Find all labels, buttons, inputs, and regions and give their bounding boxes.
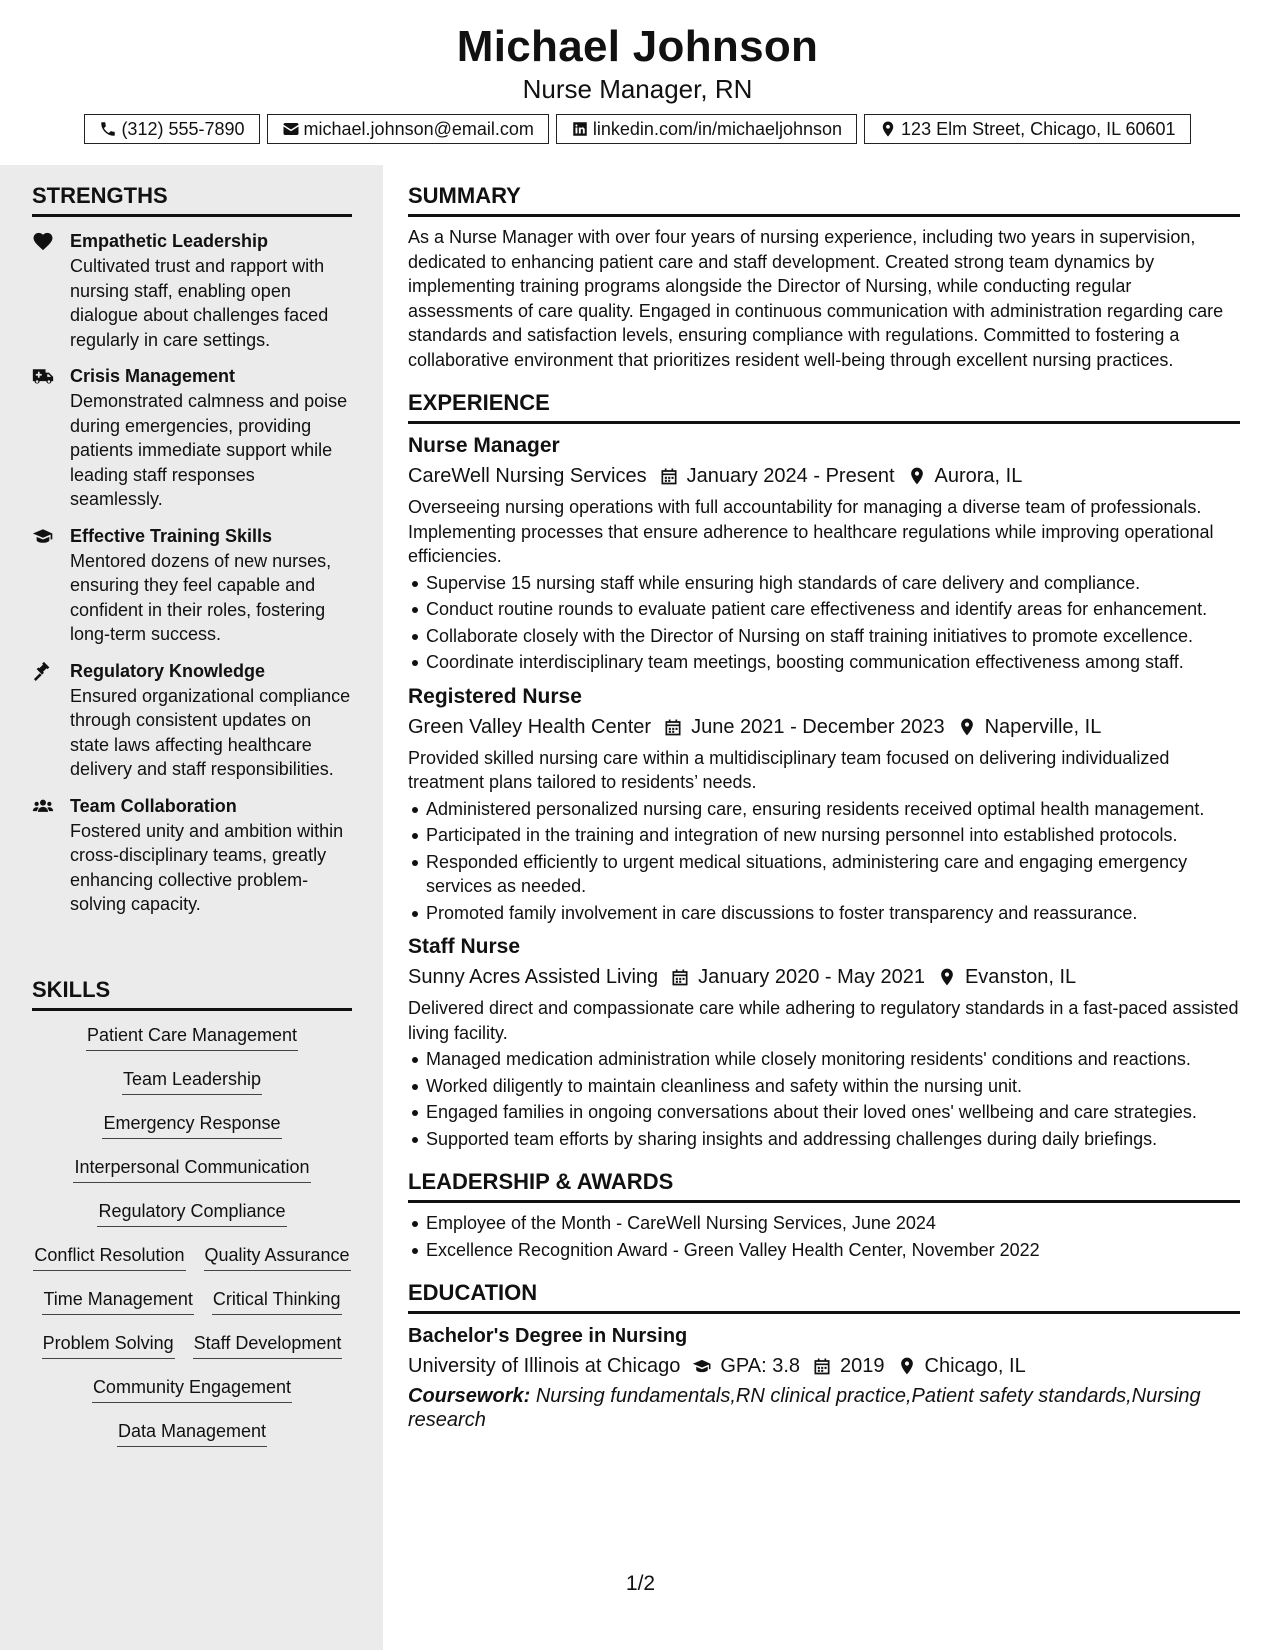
skill-tag: Emergency Response	[102, 1110, 281, 1139]
job-desc: Provided skilled nursing care within a multidisciplinary team focused on delivering individualized treatment plans tailored to residents’ needs.	[408, 747, 1170, 792]
calendar-icon	[659, 466, 679, 486]
skill-tag: Quality Assurance	[204, 1242, 351, 1271]
job-meta	[408, 461, 1240, 491]
strength-desc: Ensured organizational compliance through consistent updates on state laws affecting healthcare delivery and staff responsibilities.	[70, 685, 351, 779]
resume-header	[0, 0, 1275, 165]
job-company: CareWell Nursing Services	[408, 465, 647, 487]
award-item: Excellence Recognition Award - Green Valley Health Center, November 2022	[408, 1238, 1240, 1263]
coursework-label: Coursework:	[408, 1385, 531, 1407]
email-contact[interactable]	[267, 114, 549, 144]
skills-heading: SKILLS	[32, 977, 352, 1011]
job-title: Staff Nurse	[408, 935, 521, 958]
strength-desc: Fostered unity and ambition within cross-disciplinary teams, greatly enhancing collective problem-solving capacity.	[70, 820, 344, 914]
candidate-name: Michael Johnson	[456, 22, 819, 71]
calendar-icon	[812, 1356, 832, 1376]
users-icon	[32, 796, 54, 816]
location-pin-icon	[957, 717, 977, 737]
page-number-text: 1/2	[625, 1572, 656, 1595]
award-item: Employee of the Month - CareWell Nursing Services, June 2024	[408, 1211, 1240, 1236]
graduation-cap-icon	[32, 526, 54, 546]
phone-text: (312) 555-7890	[121, 118, 245, 139]
envelope-icon	[282, 120, 300, 138]
job-bullet: Supported team efforts by sharing insights and addressing challenges during daily briefings.	[408, 1127, 1240, 1152]
skill-list	[32, 1022, 352, 1462]
job-desc: Overseeing nursing operations with full accountability for managing a diverse team of professionals. Implementing processes that ensure adherence to healthcare regulations while improving operational efficiencies.	[408, 497, 1214, 566]
degree-title: Bachelor's Degree in Nursing	[408, 1325, 688, 1347]
job-location: Aurora, IL	[934, 465, 1023, 487]
address-text: 123 Elm Street, Chicago, IL 60601	[901, 118, 1176, 139]
job-bullets	[408, 571, 1240, 675]
job-bullet: Administered personalized nursing care, ensuring residents received optimal health management.	[408, 797, 1240, 822]
summary-section	[408, 183, 1240, 372]
job-bullets	[408, 1047, 1240, 1151]
education-meta	[408, 1351, 1240, 1381]
job-entry	[408, 933, 1240, 1151]
job-bullet: Responded efficiently to urgent medical situations, administering care and engaging emergency services as needed.	[408, 850, 1240, 899]
job-bullet: Conduct routine rounds to evaluate patient care effectiveness and identify areas for enhancement.	[408, 597, 1240, 622]
linkedin-contact[interactable]	[556, 114, 857, 144]
phone-icon	[99, 120, 117, 138]
strength-title: Empathetic Leadership	[70, 231, 269, 251]
gavel-icon	[32, 661, 54, 681]
main-content	[408, 165, 1240, 1432]
address-contact[interactable]	[864, 114, 1191, 144]
job-meta	[408, 712, 1240, 742]
summary-heading: SUMMARY	[408, 183, 1240, 217]
education-heading: EDUCATION	[408, 1280, 1240, 1314]
location-pin-icon	[879, 120, 897, 138]
strength-title: Team Collaboration	[70, 795, 237, 816]
skill-tag: Conflict Resolution	[33, 1242, 185, 1271]
skill-tag: Community Engagement	[92, 1374, 292, 1403]
job-bullet: Supervise 15 nursing staff while ensuring high standards of care delivery and compliance.	[408, 571, 1240, 596]
contact-bar	[0, 114, 1275, 144]
job-company: Sunny Acres Assisted Living	[408, 966, 659, 988]
page-number	[0, 1572, 1275, 1596]
strength-title: Effective Training Skills	[70, 525, 273, 546]
job-entry	[408, 432, 1240, 675]
job-dates: June 2021 - December 2023	[691, 715, 945, 738]
job-location: Evanston, IL	[964, 966, 1077, 988]
job-desc: Delivered direct and compassionate care while adhering to regulatory standards in a fast-paced assisted living facility.	[408, 998, 1239, 1043]
graduation-year: 2019	[840, 1355, 885, 1377]
job-bullet: Managed medication administration while closely monitoring residents' conditions and reactions.	[408, 1047, 1240, 1072]
gpa: GPA: 3.8	[720, 1355, 801, 1377]
job-bullet: Worked diligently to maintain cleanliness and safety within the nursing unit.	[408, 1074, 1240, 1099]
strengths-section	[32, 183, 352, 917]
job-title: Registered Nurse	[408, 684, 582, 708]
awards-list	[408, 1211, 1240, 1262]
experience-heading: EXPERIENCE	[408, 390, 1240, 424]
awards-section	[408, 1169, 1240, 1262]
strength-item	[32, 659, 352, 782]
job-entry	[408, 683, 1240, 926]
job-title: Nurse Manager	[408, 434, 560, 457]
sidebar	[0, 165, 383, 1650]
job-meta	[408, 962, 1240, 992]
summary-text: As a Nurse Manager with over four years of nursing experience, including two years in supervision, dedicated to enhancing patient care and staff development. Created strong team dynamics by implementing training programs alongside the Director of Nursing, while conducting regular assessments of care quality. Engaged in continuous communication with administration regarding care standards and satisfaction levels, ensuring compliance with regulations. Committed to fostering a collaborative environment that prioritizes resident well-being through excellent nursing practices.	[408, 227, 1224, 370]
job-bullet: Collaborate closely with the Director of Nursing on staff training initiatives to promote excellence.	[408, 624, 1240, 649]
coursework-text: Nursing fundamentals,RN clinical practice,Patient safety standards,Nursing research	[408, 1385, 1201, 1431]
skill-tag: Regulatory Compliance	[97, 1198, 286, 1227]
strength-item	[32, 229, 352, 352]
skill-tag: Team Leadership	[122, 1066, 262, 1095]
candidate-title: Nurse Manager, RN	[522, 74, 753, 104]
skill-tag: Staff Development	[193, 1330, 343, 1359]
linkedin-text: linkedin.com/in/michaeljohnson	[592, 118, 843, 139]
job-location: Naperville, IL	[984, 715, 1102, 738]
linkedin-icon	[571, 120, 589, 138]
graduation-cap-icon	[692, 1356, 712, 1376]
job-company: Green Valley Health Center	[408, 715, 652, 738]
strength-desc: Demonstrated calmness and poise during emergencies, providing patients immediate support while leading staff responses seamlessly.	[70, 391, 348, 509]
calendar-icon	[663, 717, 683, 737]
skill-tag: Data Management	[117, 1418, 267, 1447]
email-text: michael.johnson@email.com	[303, 118, 534, 139]
skill-tag: Problem Solving	[42, 1330, 175, 1359]
calendar-icon	[670, 967, 690, 987]
strength-item	[32, 524, 352, 647]
skill-tag: Critical Thinking	[212, 1286, 342, 1315]
job-bullet: Participated in the training and integration of new nursing personnel into established protocols.	[408, 823, 1240, 848]
strength-title: Regulatory Knowledge	[70, 660, 266, 681]
school-location: Chicago, IL	[924, 1355, 1026, 1377]
strength-title: Crisis Management	[70, 366, 236, 386]
location-pin-icon	[937, 967, 957, 987]
strengths-heading: STRENGTHS	[32, 183, 352, 217]
job-dates: January 2020 - May 2021	[698, 966, 925, 988]
job-dates: January 2024 - Present	[686, 465, 895, 487]
job-bullet: Engaged families in ongoing conversations about their loved ones' wellbeing and care strategies.	[408, 1100, 1240, 1125]
school-name: University of Illinois at Chicago	[408, 1355, 681, 1377]
strength-desc: Mentored dozens of new nurses, ensuring they feel capable and confident in their roles, fostering long-term success.	[70, 550, 332, 644]
coursework	[408, 1384, 1240, 1432]
job-bullet: Coordinate interdisciplinary team meetings, boosting communication effectiveness among staff.	[408, 650, 1240, 675]
strength-item	[32, 364, 352, 512]
truck-medical-icon	[32, 366, 54, 386]
skill-tag: Interpersonal Communication	[73, 1154, 310, 1183]
heart-icon	[32, 231, 54, 251]
job-bullet: Promoted family involvement in care discussions to foster transparency and reassurance.	[408, 901, 1240, 926]
awards-heading: LEADERSHIP & AWARDS	[408, 1169, 1240, 1203]
location-pin-icon	[907, 466, 927, 486]
strength-desc: Cultivated trust and rapport with nursing staff, enabling open dialogue about challenges faced regularly in care settings.	[70, 256, 329, 350]
education-section	[408, 1280, 1240, 1432]
skills-section	[32, 977, 352, 1462]
skill-tag: Patient Care Management	[86, 1022, 298, 1051]
strength-item	[32, 794, 352, 917]
location-pin-icon	[897, 1356, 917, 1376]
skill-tag: Time Management	[42, 1286, 193, 1315]
phone-contact[interactable]	[84, 114, 259, 144]
job-bullets	[408, 797, 1240, 926]
experience-section	[408, 390, 1240, 1151]
